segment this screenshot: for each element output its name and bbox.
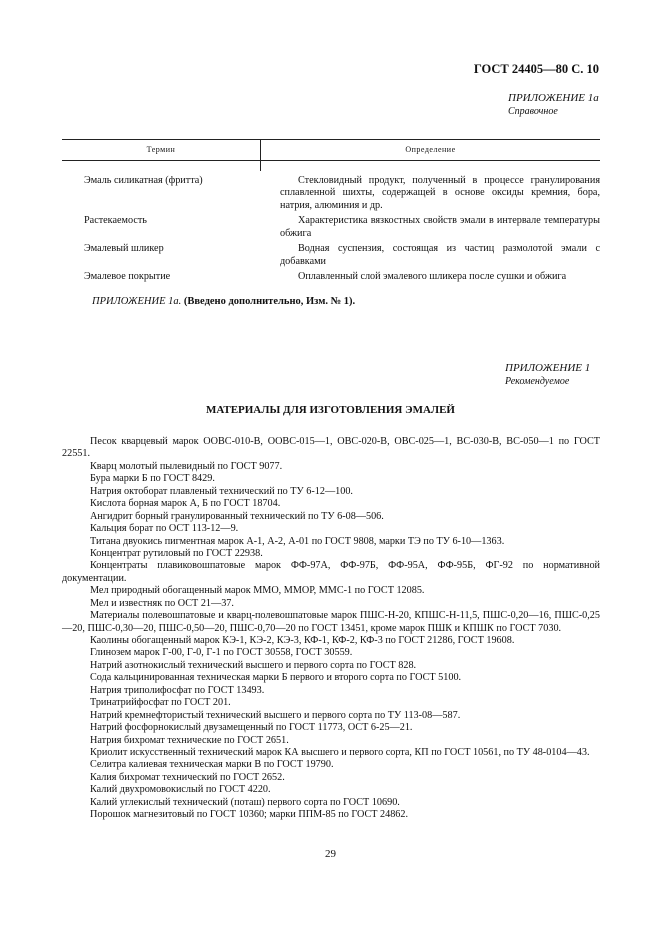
list-item: Бура марки Б по ГОСТ 8429.	[90, 473, 215, 485]
page-number: 29	[325, 848, 336, 860]
column-header-term: Термин	[62, 140, 261, 160]
table-row	[62, 175, 600, 212]
terms-table	[62, 139, 600, 287]
list-item: Песок кварцевый марок ООВС-010-В, ООВС-015—1, ОВС-020-В, ОВС-025—1, ВС-030-В, ВС-050—1 по ГОСТ 22551.	[62, 436, 600, 460]
term-cell: Растекаемость	[84, 215, 147, 227]
list-item: Кальция борат по ОСТ 113-12—9.	[90, 523, 239, 535]
amendment-note-text: (Введено дополнительно, Изм. № 1).	[183, 296, 356, 307]
list-item: Глинозем марок Г-00, Г-0, Г-1 по ГОСТ 30558, ГОСТ 30559.	[90, 647, 353, 659]
list-item: Концентрат рутиловый по ГОСТ 22938.	[90, 547, 263, 559]
list-item: Натрия октоборат плавленый технический по ТУ 6-12—100.	[90, 485, 353, 497]
materials-list	[62, 436, 600, 822]
appendix-1-sublabel: Рекомендуемое	[505, 375, 570, 387]
list-item: Порошок магнезитовый по ГОСТ 10360; марки ППМ-85 по ГОСТ 24862.	[90, 809, 409, 821]
table-header	[62, 140, 600, 161]
table-column-divider	[260, 159, 261, 171]
table-row	[62, 271, 600, 283]
definition-text: Водная суспензия, состоящая из частиц размолотой эмали с добавками	[280, 243, 600, 267]
list-item: Селитра калиевая техническая марки В по ГОСТ 19790.	[90, 759, 334, 771]
list-item: Сода кальцинированная техническая марки Б первого и второго сорта по ГОСТ 5100.	[90, 672, 462, 684]
list-item: Калий углекислый технический (поташ) первого сорта по ГОСТ 10690.	[90, 796, 400, 808]
list-item: Титана двуокись пигментная марок А-1, А-2, А-01 по ГОСТ 9808, марки ТЭ по ТУ 6-10—1363.	[90, 535, 505, 547]
appendix-1-title: ПРИЛОЖЕНИЕ 1	[505, 362, 591, 374]
definition-text: Оплавленный слой эмалевого шликера после сушки и обжига	[298, 271, 567, 283]
list-item: Калия бихромат технический по ГОСТ 2652.	[90, 771, 285, 783]
term-cell: Эмалевое покрытие	[84, 271, 171, 283]
definition-cell	[260, 215, 600, 240]
table-row	[62, 215, 600, 240]
list-item: Концентраты плавиковошпатовые марок ФФ-97А, ФФ-97Б, ФФ-95А, ФФ-95Б, ФГ-92 по нормативной документации.	[62, 560, 600, 584]
list-item: Натрия триполифосфат по ГОСТ 13493.	[90, 684, 265, 696]
list-item: Криолит искусственный технический марок КА высшего и первого сорта, КП по ГОСТ 10561, по ТУ 48-0104—43.	[90, 746, 590, 758]
term-cell: Эмаль силикатная (фритта)	[84, 175, 203, 186]
list-item: Мел и известняк по ОСТ 21—37.	[90, 597, 234, 609]
list-item: Натрий кремнефтористый технический высшего и первого сорта по ТУ 113-08—587.	[90, 709, 461, 721]
page-header: ГОСТ 24405—80 С. 10	[473, 62, 599, 76]
appendix-1-label	[505, 362, 590, 388]
definition-cell	[260, 271, 600, 283]
list-item: Материалы полевошпатовые и кварц-полевошпатовые марок ПШС-Н-20, КПШС-Н-11,5, ПШС-0,20—16, ПШС-0,25—20, ПШС-0,30—20, ПШС-0,50—20, ПШС-0,70—20 по ГОСТ 13451, кроме марок ПШК и КПШК по ГОСТ 7030.	[62, 610, 600, 634]
list-item: Каолины обогащенный марок КЭ-1, КЭ-2, КЭ-3, КФ-1, КФ-2, КФ-3 по ГОСТ 21286, ГОСТ 19608.	[90, 635, 515, 646]
term-cell: Эмалевый шликер	[84, 243, 164, 255]
list-item: Кислота борная марок А, Б по ГОСТ 18704.	[90, 498, 281, 510]
definition-cell	[260, 175, 600, 212]
appendix-1a-sublabel: Справочное	[508, 105, 558, 117]
list-item: Калий двухромовокислый по ГОСТ 4220.	[90, 784, 271, 796]
list-item: Натрий фосфорнокислый двузамещенный по ГОСТ 11773, ОСТ 6-25—21.	[90, 722, 413, 734]
amendment-note-ref: ПРИЛОЖЕНИЕ 1а.	[92, 296, 182, 307]
list-item: Натрия бихромат технические по ГОСТ 2651.	[90, 734, 289, 746]
table-body	[62, 161, 600, 284]
list-item: Тринатрийфосфат по ГОСТ 201.	[90, 697, 231, 709]
column-header-definition: Определение	[405, 145, 456, 155]
table-row	[62, 243, 600, 268]
section-title: МАТЕРИАЛЫ ДЛЯ ИЗГОТОВЛЕНИЯ ЭМАЛЕЙ	[206, 404, 455, 416]
definition-text: Характеристика вязкостных свойств эмали в интервале температуры обжига	[280, 215, 600, 239]
appendix-1a-label	[508, 92, 599, 118]
amendment-note	[92, 296, 355, 309]
list-item: Ангидрит борный гранулированный технический по ТУ 6-08—506.	[90, 510, 384, 522]
definition-cell	[260, 243, 600, 268]
appendix-1a-title: ПРИЛОЖЕНИЕ 1а	[508, 92, 599, 104]
definition-text: Стекловидный продукт, полученный в процессе гранулирования сплавленной шихты, содержащей в основе оксиды кремния, бора, натрия, алюминия и др.	[280, 175, 600, 211]
list-item: Натрий азотнокислый технический высшего и первого сорта по ГОСТ 828.	[90, 659, 417, 671]
list-item: Кварц молотый пылевидный по ГОСТ 9077.	[90, 460, 283, 472]
list-item: Мел природный обогащенный марок ММО, ММОР, ММС-1 по ГОСТ 12085.	[90, 585, 425, 597]
